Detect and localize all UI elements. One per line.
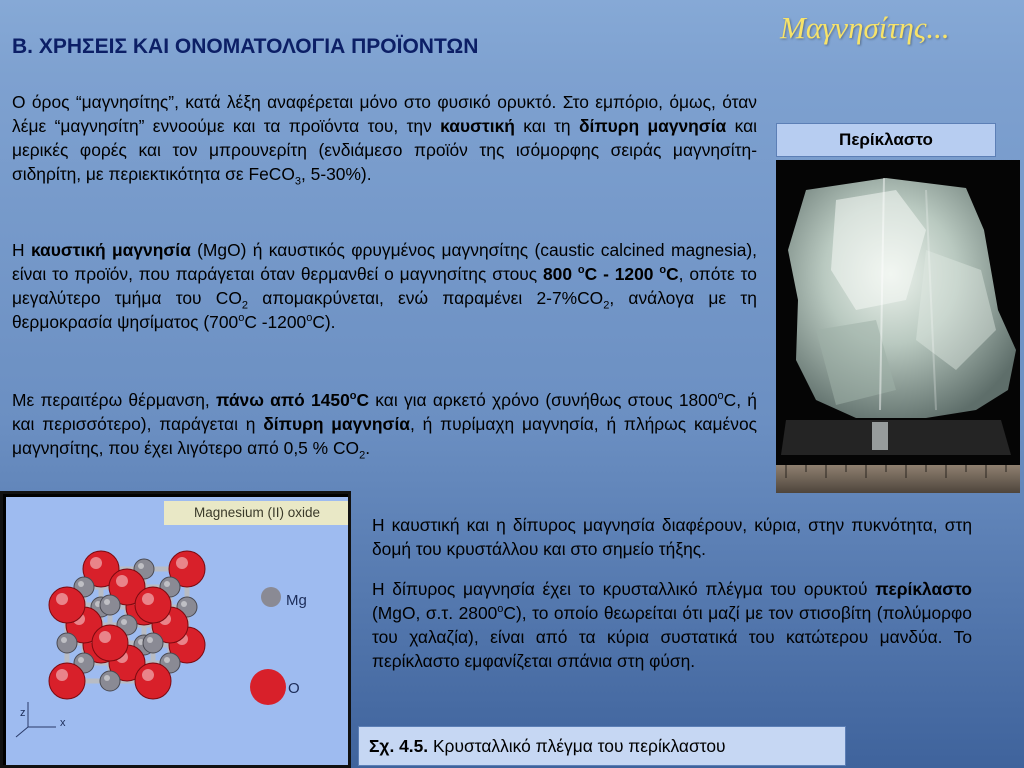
axis-x-label: x: [60, 717, 66, 729]
atom-highlight: [142, 669, 154, 681]
bold-term: δίπυρη μαγνησία: [263, 414, 410, 434]
lattice-svg: [6, 497, 351, 768]
bold-term: καυστική: [440, 116, 515, 136]
text-run: και τη: [514, 116, 579, 136]
atom-highlight: [56, 669, 68, 681]
text-run: C - 1200: [584, 264, 660, 284]
diagram-title-label: Magnesium (II) oxide: [164, 501, 350, 525]
atom-highlight: [147, 637, 153, 643]
atom-highlight: [104, 599, 110, 605]
atom-highlight: [78, 581, 84, 587]
text-run: , ή πυρίμαχη μαγνησία, ή πλήρως καμένος μαγνησίτης, που έχει λιγότερο από 0,5 % CO: [12, 414, 757, 458]
text-run: C), το οποίο θεωρείται ότι μαζί με τον στισοβίτη (πολύμορφο του χαλαζία), είναι από τα κύρια συστατικά του κατώτερου μανδύα. Το περίκλαστο εμφανίζεται σπάνια στη φύση.: [372, 603, 972, 671]
periclase-crystal-image: [776, 160, 1020, 493]
atom-highlight: [181, 601, 187, 607]
slide-corner-title: Μαγνησίτης...: [780, 10, 950, 45]
bold-term: περίκλαστο: [875, 579, 972, 599]
oxygen-atom: [49, 587, 85, 623]
atom-highlight: [99, 631, 111, 643]
figure-number: Σχ. 4.5.: [369, 736, 429, 756]
magnesium-atom: [143, 633, 163, 653]
mg-legend-label: Mg: [286, 592, 307, 609]
periclase-photo: [776, 160, 1020, 493]
superscript: ο: [306, 312, 313, 325]
text-run: (MgO, σ.τ. 2800: [372, 603, 498, 623]
text-run: και μερικές φορές και τον μπρουνερίτη (ενδιάμεσο προϊόν της ισόμορφης σειράς μαγνησίτη-σιδηρίτη, με περιεκτικότητα σε FeCO: [12, 116, 757, 184]
axis-line: [16, 727, 28, 737]
text-run: C).: [312, 312, 336, 332]
superscript: ο: [349, 390, 357, 403]
text-run: πάνω από 1450: [216, 390, 350, 410]
atom-highlight: [56, 593, 68, 605]
bold-term: καυστική μαγνησία: [30, 240, 191, 260]
text-run: Η: [12, 240, 31, 260]
superscript: ο: [497, 603, 504, 616]
photo-caption: Περίκλαστο: [776, 123, 996, 157]
oxygen-atom: [49, 663, 85, 699]
subscript: 2: [241, 299, 249, 312]
text-run: , 5-30%).: [301, 164, 372, 184]
text-run: .: [365, 438, 371, 458]
atom-highlight: [142, 593, 154, 605]
text-run: , οπότε το μεγαλύτερο τμήμα του CO: [12, 264, 757, 308]
text-run: και για αρκετό χρόνο (συνήθως στους 1800: [369, 390, 718, 410]
oxygen-atom: [135, 663, 171, 699]
superscript: ο: [717, 390, 724, 403]
section-heading: Β. ΧΡΗΣΕΙΣ ΚΑΙ ΟΝΟΜΑΤΟΛΟΓΙΑ ΠΡΟΪΟΝΤΩΝ: [12, 35, 479, 58]
atom-highlight: [61, 637, 67, 643]
text-run: (MgO) ή καυστικός φρυγμένος μαγνησίτης (caustic calcined magnesia), είναι το προϊόν, που παράγεται όταν θερμανθεί ο μαγνησίτης στους: [12, 240, 757, 284]
o-legend-label: O: [288, 680, 300, 697]
text-run: C: [356, 390, 370, 410]
atom-highlight: [164, 657, 170, 663]
oxygen-atom: [92, 625, 128, 661]
text-run: Η δίπυρος μαγνησία έχει το κρυσταλλικό πλέγμα του ορυκτού: [372, 579, 876, 599]
mgo-lattice-diagram: [0, 491, 351, 768]
oxygen-atom: [135, 587, 171, 623]
atom-highlight: [116, 575, 128, 587]
bold-temperature: [543, 264, 679, 284]
text-run: , ανάλογα με τη θερμοκρασία ψησίματος (700: [12, 288, 757, 332]
text-run: 800: [543, 264, 578, 284]
bold-term: δίπυρη μαγνησία: [578, 116, 727, 136]
magnesium-atom: [57, 633, 77, 653]
figure-caption: [358, 726, 846, 766]
paragraph-dead-burned-magnesia: [12, 388, 757, 460]
text-run: C: [666, 264, 679, 284]
diagram-canvas: [6, 497, 351, 768]
figure-caption-text: Κρυσταλλικό πλέγμα του περίκλαστου: [428, 736, 726, 756]
paragraph-differences: Η καυστική και η δίπυρος μαγνησία διαφέρουν, κύρια, στην πυκνότητα, στη δομή του κρυστάλλου και στο σημείο τήξης.: [372, 515, 972, 559]
atom-highlight: [138, 563, 144, 569]
text-run: Ο όρος “μαγνησίτης”, κατά λέξη αναφέρεται μόνο στο φυσικό ορυκτό. Στο εμπόριο, όμως, όταν λέμε “μαγνησίτη” εννοούμε και τα προϊόντα του, την: [12, 92, 757, 136]
mg-legend-atom: [261, 587, 281, 607]
subscript: 3: [294, 175, 301, 188]
atom-highlight: [90, 557, 102, 569]
atom-highlight: [164, 581, 170, 587]
magnesium-atom: [100, 671, 120, 691]
axis-z-label: z: [20, 707, 26, 719]
text-run: C -1200: [244, 312, 307, 332]
atom-highlight: [121, 619, 127, 625]
atom-highlight: [176, 557, 188, 569]
text-run: Με περαιτέρω θέρμανση,: [12, 390, 217, 410]
paragraph-caustic-magnesia: [12, 238, 757, 334]
bold-temperature: [216, 390, 369, 410]
subscript: 2: [603, 299, 610, 312]
atom-highlight: [104, 675, 110, 681]
superscript: ο: [238, 312, 245, 325]
text-run: C, ή και περισσότερο), παράγεται η: [12, 390, 757, 434]
magnesium-atom: [100, 595, 120, 615]
atom-highlight: [78, 657, 84, 663]
paragraph-periclase: [372, 577, 972, 673]
paragraph-term-definition: [12, 90, 757, 186]
o-legend-atom: [250, 669, 286, 705]
subscript: 2: [359, 449, 366, 462]
text-run: απομακρύνεται, ενώ παραμένει 2-7%CO: [248, 288, 604, 308]
superscript: ο: [577, 264, 585, 277]
superscript: ο: [659, 264, 667, 277]
